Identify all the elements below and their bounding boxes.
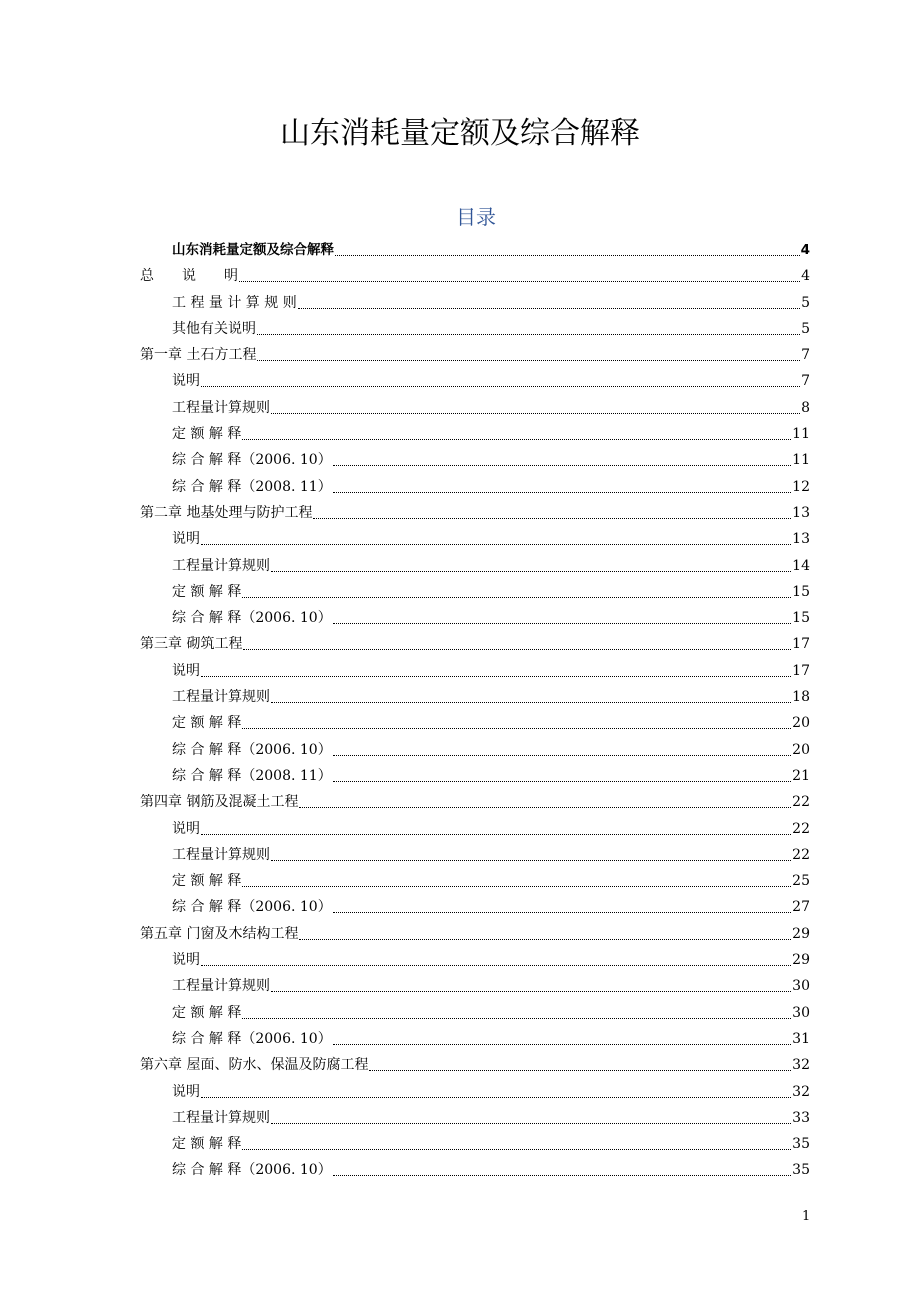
toc-entry-page: 22 <box>792 846 810 863</box>
toc-dot-leader <box>333 605 791 624</box>
toc-dot-leader <box>333 763 791 782</box>
toc-dot-leader <box>243 631 791 650</box>
toc-entry[interactable] <box>140 1157 810 1183</box>
toc-entry[interactable] <box>140 1000 810 1026</box>
toc-entry-label: 第六章 屋面、防水、保温及防腐工程 <box>140 1057 369 1074</box>
toc-entry-page: 25 <box>792 873 810 890</box>
toc-entry-label: 综 合 解 释（2006. 10） <box>172 610 332 627</box>
toc-entry-label: 工程量计算规则 <box>172 399 270 416</box>
table-of-contents <box>140 237 810 1184</box>
toc-entry-page: 31 <box>792 1030 810 1047</box>
toc-dot-leader <box>201 368 800 387</box>
toc-dot-leader <box>271 973 791 992</box>
toc-entry-label: 定 额 解 释 <box>172 873 242 890</box>
toc-entry-page: 29 <box>792 952 810 969</box>
toc-entry[interactable] <box>140 421 810 447</box>
toc-entry-label: 工程量计算规则 <box>172 689 270 706</box>
toc-entry-page: 33 <box>792 1109 810 1126</box>
toc-entry[interactable] <box>140 342 810 368</box>
toc-entry-label: 第二章 地基处理与防护工程 <box>140 504 313 521</box>
toc-entry[interactable] <box>140 474 810 500</box>
toc-entry-label: 综 合 解 释（2006. 10） <box>172 899 332 916</box>
toc-dot-leader <box>242 421 791 440</box>
toc-dot-leader <box>298 290 800 309</box>
toc-entry-page: 32 <box>792 1057 810 1074</box>
toc-entry-page: 14 <box>792 557 810 574</box>
toc-entry-label: 山东消耗量定额及综合解释 <box>172 242 334 258</box>
toc-entry-page: 13 <box>792 531 810 548</box>
toc-dot-leader <box>242 710 791 729</box>
toc-entry-page: 32 <box>792 1083 810 1100</box>
toc-entry-label: 工程量计算规则 <box>172 846 270 863</box>
toc-entry-label: 定 额 解 释 <box>172 715 242 732</box>
toc-entry[interactable] <box>140 1079 810 1105</box>
toc-entry[interactable] <box>140 684 810 710</box>
toc-entry[interactable] <box>140 500 810 526</box>
toc-dot-leader <box>313 500 791 519</box>
toc-entry-page: 4 <box>801 268 810 285</box>
toc-entry-label: 第五章 门窗及木结构工程 <box>140 925 299 942</box>
toc-entry-page: 30 <box>792 1004 810 1021</box>
toc-entry-page: 8 <box>801 399 810 416</box>
toc-entry[interactable] <box>140 789 810 815</box>
toc-dot-leader <box>333 1157 791 1176</box>
toc-entry-label: 第四章 钢筋及混凝土工程 <box>140 794 299 811</box>
toc-dot-leader <box>242 1131 791 1150</box>
toc-dot-leader <box>201 1079 791 1098</box>
toc-entry-label: 定 额 解 释 <box>172 1136 242 1153</box>
toc-entry-label: 工程量计算规则 <box>172 978 270 995</box>
toc-entry-page: 35 <box>792 1136 810 1153</box>
toc-entry-page: 20 <box>792 741 810 758</box>
toc-entry-label: 工 程 量 计 算 规 则 <box>172 294 297 311</box>
toc-entry[interactable] <box>140 237 810 263</box>
toc-entry-label: 其他有关说明 <box>172 320 256 337</box>
toc-entry-page: 30 <box>792 978 810 995</box>
toc-entry-label: 说明 <box>172 373 200 390</box>
toc-entry[interactable] <box>140 579 810 605</box>
toc-entry-page: 17 <box>792 636 810 653</box>
toc-dot-leader <box>257 316 800 335</box>
toc-entry-label: 总 说 明 <box>140 268 238 285</box>
toc-entry-page: 12 <box>792 478 810 495</box>
toc-entry-label: 综 合 解 释（2008. 11） <box>172 767 332 784</box>
toc-dot-leader <box>335 237 800 256</box>
toc-dot-leader <box>333 737 791 756</box>
toc-dot-leader <box>201 658 791 677</box>
toc-entry-page: 7 <box>801 347 810 364</box>
toc-entry-page: 20 <box>792 715 810 732</box>
toc-entry[interactable] <box>140 316 810 342</box>
toc-dot-leader <box>201 526 791 545</box>
toc-entry[interactable] <box>140 368 810 394</box>
toc-entry-page: 21 <box>792 767 810 784</box>
toc-dot-leader <box>242 1000 791 1019</box>
toc-dot-leader <box>271 1105 791 1124</box>
toc-entry[interactable] <box>140 763 810 789</box>
toc-entry-page: 15 <box>792 610 810 627</box>
toc-entry-page: 7 <box>801 373 810 390</box>
toc-entry-label: 说明 <box>172 531 200 548</box>
toc-dot-leader <box>201 947 791 966</box>
toc-entry-page: 18 <box>792 689 810 706</box>
toc-dot-leader <box>299 789 791 808</box>
toc-entry[interactable] <box>140 921 810 947</box>
toc-dot-leader <box>239 263 800 282</box>
toc-entry-page: 22 <box>792 820 810 837</box>
toc-entry[interactable] <box>140 631 810 657</box>
toc-entry-page: 5 <box>801 320 810 337</box>
toc-entry[interactable] <box>140 263 810 289</box>
toc-dot-leader <box>271 553 791 572</box>
toc-entry-page: 17 <box>792 662 810 679</box>
toc-entry[interactable] <box>140 526 810 552</box>
toc-dot-leader <box>333 894 791 913</box>
toc-entry[interactable] <box>140 658 810 684</box>
toc-entry-label: 综 合 解 释（2006. 10） <box>172 452 332 469</box>
toc-entry-label: 综 合 解 释（2006. 10） <box>172 741 332 758</box>
toc-entry-page: 5 <box>801 294 810 311</box>
document-title: 山东消耗量定额及综合解释 <box>280 116 640 151</box>
toc-entry-page: 35 <box>792 1162 810 1179</box>
toc-entry[interactable] <box>140 973 810 999</box>
toc-entry-page: 29 <box>792 925 810 942</box>
toc-entry-label: 定 额 解 释 <box>172 1004 242 1021</box>
toc-entry[interactable] <box>140 447 810 473</box>
toc-entry[interactable] <box>140 1131 810 1157</box>
toc-dot-leader <box>333 1026 791 1045</box>
toc-entry-label: 说明 <box>172 952 200 969</box>
toc-entry-label: 定 额 解 释 <box>172 426 242 443</box>
toc-entry-label: 综 合 解 释（2006. 10） <box>172 1030 332 1047</box>
toc-dot-leader <box>271 395 800 414</box>
toc-entry-page: 27 <box>792 899 810 916</box>
toc-entry-label: 说明 <box>172 1083 200 1100</box>
toc-entry[interactable] <box>140 395 810 421</box>
toc-entry-label: 说明 <box>172 662 200 679</box>
toc-entry[interactable] <box>140 553 810 579</box>
toc-entry-label: 工程量计算规则 <box>172 1109 270 1126</box>
toc-dot-leader <box>299 921 791 940</box>
toc-entry-label: 定 额 解 释 <box>172 583 242 600</box>
toc-entry-label: 说明 <box>172 820 200 837</box>
toc-entry-label: 综 合 解 释（2008. 11） <box>172 478 332 495</box>
toc-entry[interactable] <box>140 816 810 842</box>
toc-entry-page: 22 <box>792 794 810 811</box>
toc-entry-page: 13 <box>792 504 810 521</box>
toc-entry-page: 11 <box>792 426 810 443</box>
toc-dot-leader <box>369 1052 791 1071</box>
toc-entry[interactable] <box>140 710 810 736</box>
toc-entry[interactable] <box>140 1105 810 1131</box>
toc-entry-label: 工程量计算规则 <box>172 557 270 574</box>
toc-dot-leader <box>333 474 791 493</box>
page-number: 1 <box>802 1209 811 1224</box>
toc-entry-page: 15 <box>792 583 810 600</box>
toc-dot-leader <box>333 447 791 466</box>
toc-entry-page: 11 <box>792 452 810 469</box>
toc-entry[interactable] <box>140 1052 810 1078</box>
toc-heading: 目录 <box>456 205 496 229</box>
toc-entry[interactable] <box>140 290 810 316</box>
toc-entry[interactable] <box>140 737 810 763</box>
toc-entry[interactable] <box>140 947 810 973</box>
toc-entry-label: 第一章 土石方工程 <box>140 347 257 364</box>
toc-dot-leader <box>242 579 791 598</box>
toc-dot-leader <box>257 342 800 361</box>
toc-dot-leader <box>271 842 791 861</box>
toc-dot-leader <box>242 868 791 887</box>
toc-entry-label: 第三章 砌筑工程 <box>140 636 243 653</box>
toc-entry[interactable] <box>140 1026 810 1052</box>
toc-entry[interactable] <box>140 868 810 894</box>
toc-dot-leader <box>201 816 791 835</box>
toc-entry[interactable] <box>140 605 810 631</box>
toc-entry-label: 综 合 解 释（2006. 10） <box>172 1162 332 1179</box>
toc-entry[interactable] <box>140 894 810 920</box>
toc-entry-page: 4 <box>800 242 810 258</box>
toc-entry[interactable] <box>140 842 810 868</box>
toc-dot-leader <box>271 684 791 703</box>
